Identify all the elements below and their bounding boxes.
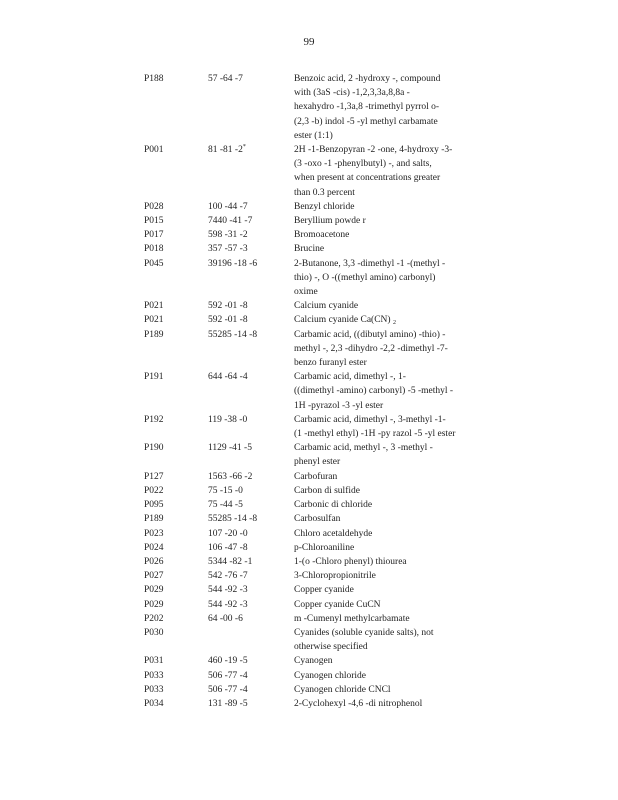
waste-code: P045 — [144, 258, 164, 269]
cas-number: 460 -19 -5 — [208, 656, 248, 667]
substance-name: Copper cyanide CuCN — [294, 599, 381, 610]
cas-number: 5344 -82 -1 — [208, 556, 253, 567]
cas-number: 106 -47 -8 — [208, 542, 248, 553]
substance-name: 2-Cyclohexyl -4,6 -di nitrophenol — [294, 698, 423, 709]
waste-code: P015 — [144, 216, 164, 227]
substance-name: Bromoacetone — [294, 230, 350, 241]
cas-number: 1563 -66 -2 — [208, 471, 253, 482]
cas-number: 598 -31 -2 — [208, 230, 248, 241]
substance-name: Carbamic acid, methyl -, 3 -methyl - phenyl ester — [294, 443, 433, 468]
cas-number: 55285 -14 -8 — [208, 329, 258, 340]
substance-name: Carbofuran — [294, 471, 338, 482]
cas-number: 542 -76 -7 — [208, 571, 248, 582]
table-row — [144, 413, 484, 441]
waste-code: P029 — [144, 585, 164, 596]
cas-footnote-mark: * — [242, 143, 246, 150]
waste-code: P127 — [144, 471, 164, 482]
table-row — [144, 242, 484, 256]
waste-code: P095 — [144, 500, 164, 511]
substance-name: Copper cyanide — [294, 585, 354, 596]
cas-number: 592 -01 -8 — [208, 301, 248, 312]
substance-name: 2H -1-Benzopyran -2 -one, 4-hydroxy -3- (3 -oxo -1 -phenylbutyl) -, and salts, when present at concentrations greater than 0.3 percent — [294, 145, 453, 198]
waste-code: P017 — [144, 230, 164, 241]
substance-name: Chloro acetaldehyde — [294, 528, 373, 539]
waste-code: P022 — [144, 485, 164, 496]
table-row — [144, 612, 484, 626]
substance-name: Beryllium powde r — [294, 216, 366, 227]
substance-name: Carbon di sulfide — [294, 485, 360, 496]
cas-number: 544 -92 -3 — [208, 585, 248, 596]
hazardous-waste-table — [144, 72, 484, 711]
substance-name: Cyanogen chloride — [294, 670, 367, 681]
table-row — [144, 697, 484, 711]
table-row — [144, 569, 484, 583]
substance-name: Cyanogen chloride CNCl — [294, 684, 391, 695]
waste-code: P018 — [144, 244, 164, 255]
table-row — [144, 654, 484, 668]
waste-code: P033 — [144, 684, 164, 695]
cas-number: 357 -57 -3 — [208, 244, 248, 255]
waste-code: P023 — [144, 528, 164, 539]
substance-name: Cyanides (soluble cyanide salts), not otherwise specified — [294, 627, 434, 653]
substance-name: Brucine — [294, 244, 325, 255]
substance-name: Cyanogen — [294, 656, 333, 667]
waste-code: P191 — [144, 372, 164, 383]
cas-number: 7440 -41 -7 — [208, 216, 253, 227]
waste-code: P192 — [144, 414, 164, 425]
table-row — [144, 72, 484, 143]
cas-number: 644 -64 -4 — [208, 372, 248, 383]
waste-code: P189 — [144, 514, 164, 525]
cas-number — [208, 626, 294, 654]
table-row — [144, 441, 484, 469]
table-row — [144, 214, 484, 228]
waste-code: P188 — [144, 74, 164, 84]
substance-name: 1-(o -Chloro phenyl) thiourea — [294, 556, 407, 567]
substance-name: p-Chloroaniline — [294, 542, 355, 553]
substance-name: 3-Chloropropionitrile — [294, 571, 376, 582]
waste-code: P026 — [144, 556, 164, 567]
cas-number-cell — [208, 143, 294, 200]
table-row — [144, 470, 484, 484]
waste-code: P033 — [144, 670, 164, 681]
table-row — [144, 257, 484, 300]
waste-code: P029 — [144, 599, 164, 610]
table-row — [144, 512, 484, 526]
waste-code: P027 — [144, 571, 164, 582]
cas-number: 81 -81 -2 — [208, 145, 243, 156]
table-row — [144, 143, 484, 200]
table-row — [144, 228, 484, 242]
waste-code: P190 — [144, 443, 164, 454]
cas-number: 107 -20 -0 — [208, 528, 248, 539]
cas-number: 75 -44 -5 — [208, 500, 243, 511]
table-row — [144, 200, 484, 214]
waste-code: P021 — [144, 301, 164, 312]
waste-code: P028 — [144, 201, 164, 212]
substance-name: Carbamic acid, dimethyl -, 1- ((dimethyl -amino) carbonyl) -5 -methyl - 1H -pyrazol -3 -yl ester — [294, 372, 454, 411]
substance-name: Carbosulfan — [294, 514, 341, 525]
cas-number: 100 -44 -7 — [208, 201, 248, 212]
table-row — [144, 669, 484, 683]
waste-code: P189 — [144, 329, 164, 340]
waste-code: P202 — [144, 613, 164, 624]
cas-number: 544 -92 -3 — [208, 599, 248, 610]
cas-number: 55285 -14 -8 — [208, 514, 258, 525]
substance-name: Calcium cyanide — [294, 301, 359, 312]
substance-name: Calcium cyanide Ca(CN) — [294, 315, 391, 326]
table-row — [144, 313, 484, 327]
table-row — [144, 527, 484, 541]
table-row — [144, 370, 484, 413]
cas-number: 64 -00 -6 — [208, 613, 243, 624]
table-row — [144, 583, 484, 597]
waste-code: P024 — [144, 542, 164, 553]
substance-name: 2-Butanone, 3,3 -dimethyl -1 -(methyl - thio) -, O -((methyl amino) carbonyl) oxime — [294, 258, 446, 298]
cas-number: 57 -64 -7 — [208, 74, 243, 84]
waste-code: P034 — [144, 698, 164, 709]
table-row — [144, 598, 484, 612]
table-row — [144, 328, 484, 371]
cas-number: 131 -89 -5 — [208, 698, 248, 709]
substance-name: Benzoic acid, 2 -hydroxy -, compound with (3aS -cis) -1,2,3,3a,8,8a - hexahydro -1,3a,8 -trimethyl pyrrol o- (2,3 -b) indol -5 -yl methyl carbamate ester (1:1) — [294, 74, 441, 141]
substance-name: Carbonic di chloride — [294, 500, 373, 511]
waste-code: P030 — [144, 627, 164, 638]
table-row — [144, 299, 484, 313]
waste-code: P001 — [144, 145, 164, 156]
cas-number: 39196 -18 -6 — [208, 258, 258, 269]
formula-subscript: 2 — [392, 320, 396, 327]
waste-code: P021 — [144, 315, 164, 326]
table-row — [144, 484, 484, 498]
substance-name: m -Cumenyl methylcarbamate — [294, 613, 410, 624]
substance-name: Benzyl chloride — [294, 201, 355, 212]
substance-name: Carbamic acid, ((dibutyl amino) -thio) - methyl -, 2,3 -dihydro -2,2 -dimethyl -7- benzo furanyl ester — [294, 329, 448, 369]
table-row — [144, 683, 484, 697]
page-number: 99 — [303, 36, 315, 48]
table-row — [144, 541, 484, 555]
cas-number: 1129 -41 -5 — [208, 443, 252, 454]
waste-code: P031 — [144, 656, 164, 667]
cas-number: 506 -77 -4 — [208, 684, 248, 695]
cas-number: 119 -38 -0 — [208, 414, 248, 425]
table-row — [144, 498, 484, 512]
cas-number: 506 -77 -4 — [208, 670, 248, 681]
substance-name-cell — [294, 313, 474, 327]
table-row — [144, 555, 484, 569]
cas-number: 592 -01 -8 — [208, 315, 248, 326]
substance-name: Carbamic acid, dimethyl -, 3-methyl -1- (1 -methyl ethyl) -1H -py razol -5 -yl ester — [294, 414, 456, 440]
cas-number: 75 -15 -0 — [208, 485, 243, 496]
table-row — [144, 626, 484, 654]
